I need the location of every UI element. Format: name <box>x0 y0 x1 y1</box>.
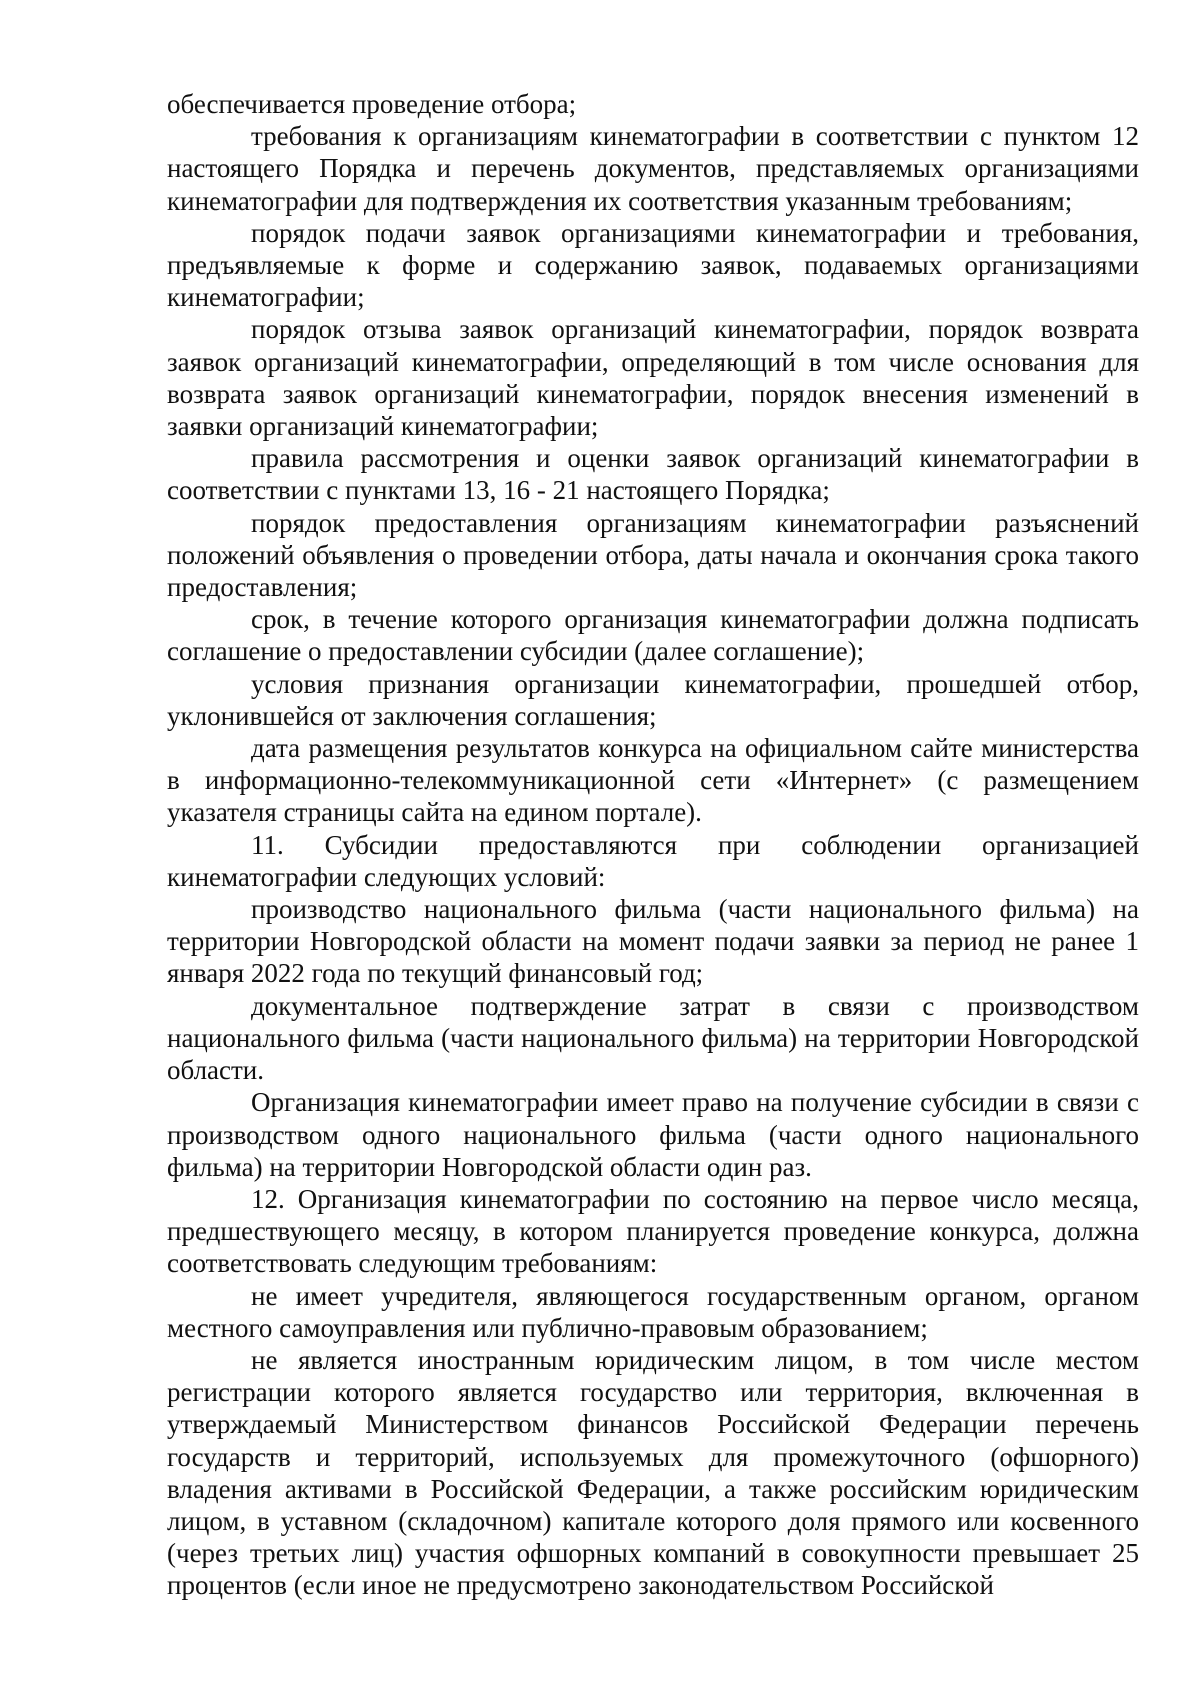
paragraph-clarifications: порядок предоставления организациям кинематографии разъяснений положений объявления о проведении отбора, даты начала и окончания срока такого предоставления; <box>167 507 1139 603</box>
document-body <box>167 88 1139 1602</box>
paragraph-clause-11: 11. Субсидии предоставляются при соблюдении организацией кинематографии следующих условий: <box>167 829 1139 892</box>
paragraph-evasion-conditions: условия признания организации кинематографии, прошедшей отбор, уклонившейся от заключения соглашения; <box>167 668 1139 731</box>
paragraph-one-time-right: Организация кинематографии имеет право на получение субсидии в связи с производством одного национального фильма (части одного национального фильма) на территории Новгородской области один раз. <box>167 1087 1139 1182</box>
paragraph-application-withdrawal: порядок отзыва заявок организаций кинематографии, порядок возврата заявок организаций кинематографии, определяющий в том числе основания для возврата заявок организаций кинематографии, порядок внесения изменений в заявки организаций кинематографии; <box>167 314 1139 442</box>
paragraph-no-state-founder: не имеет учредителя, являющегося государственным органом, органом местного самоуправления или публично-правовым образованием; <box>167 1280 1139 1343</box>
paragraph-review-rules: правила рассмотрения и оценки заявок организаций кинематографии в соответствии с пунктами 13, 16 - 21 настоящего Порядка; <box>167 443 1139 506</box>
paragraph-cost-confirmation: документальное подтверждение затрат в связи с производством национального фильма (части национального фильма) на территории Новгородской области. <box>167 990 1139 1086</box>
paragraph-clause-12: 12. Организация кинематографии по состоянию на первое число месяца, предшествующего месяцу, в котором планируется проведение конкурса, должна соответствовать следующим требованиям: <box>167 1183 1139 1279</box>
paragraph-continuation: обеспечивается проведение отбора; <box>167 89 577 119</box>
paragraph-results-publication: дата размещения результатов конкурса на официальном сайте министерства в информационно-телекоммуникационной сети «Интернет» (с размещением указателя страницы сайта на едином портале). <box>167 733 1139 828</box>
paragraph-not-foreign-entity: не является иностранным юридическим лицом, в том числе местом регистрации которого является государство или территория, включенная в утверждаемый Министерством финансов Российской Федерации перечень государств и территорий, используемых для промежуточного (офшорного) владения активами в Российской Федерации, а также российским юридическим лицом, в уставном (складочном) капитале которого доля прямого или косвенного (через третьих лиц) участия офшорных компаний в совокупности превышает 25 процентов (если иное не предусмотрено законодательством Российской <box>167 1344 1139 1601</box>
paragraph-organization-requirements: требования к организациям кинематографии в соответствии с пунктом 12 настоящего Порядка и перечень документов, представляемых организациями кинематографии для подтверждения их соответствия указанным требованиям; <box>167 121 1139 216</box>
paragraph-film-production: производство национального фильма (части национального фильма) на территории Новгородской области на момент подачи заявки за период не ранее 1 января 2022 года по текущий финансовый год; <box>167 894 1139 989</box>
paragraph-signing-deadline: срок, в течение которого организация кинематографии должна подписать соглашение о предоставлении субсидии (далее соглашение); <box>167 604 1139 667</box>
paragraph-application-submission: порядок подачи заявок организациями кинематографии и требования, предъявляемые к форме и содержанию заявок, подаваемых организациями кинематографии; <box>167 217 1139 313</box>
